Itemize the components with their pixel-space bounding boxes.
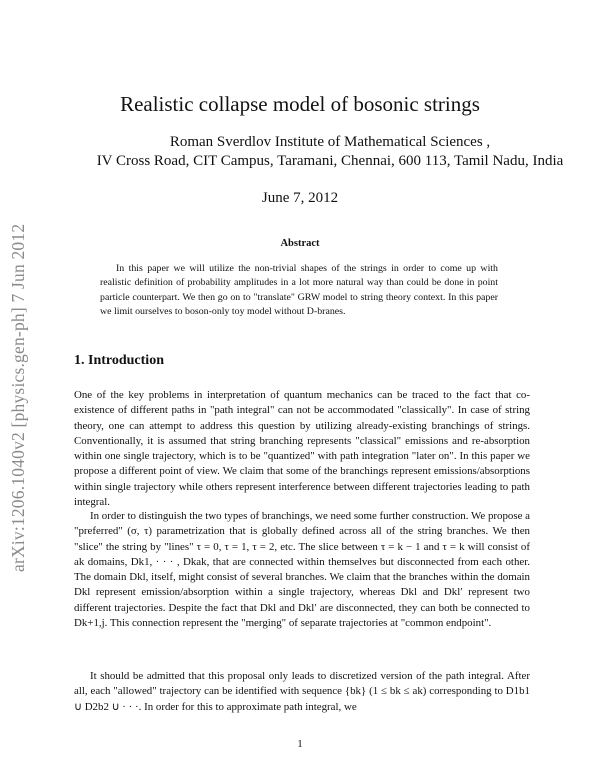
- paper-title: Realistic collapse model of bosonic strings: [120, 92, 480, 116]
- body-paragraph-3: It should be admitted that this proposal only leads to discretized version of the path integral. After all, each "allowed" trajectory can be identified with sequence {bk} (1 ≤ bk ≤ ak) corresponding to D1b1 ∪ D2b2 ∪ · · ·. In order for this to approximate path integral, we: [74, 670, 530, 713]
- abstract-heading: Abstract: [280, 238, 320, 249]
- paper-date: June 7, 2012: [261, 190, 339, 206]
- body-paragraph-2: In order to distinguish the two types of branchings, we need some further construction. We propose a "preferred" (σ, τ) parametrization that is globally defined across all of the string branches. We then "slice" the string by "lines" τ = 0, τ = 1, τ = 2, etc. The slice between τ = k − 1 and τ = k will consist of ak domains, Dk1, · · · , Dkak, that are connected within themselves but disconnected from each other. The domain Dkl, itself, might consist of several branches. We claim that the branches within the domain Dkl represent emission/absorption within a single trajectory, whereas Dkl and Dkl′ represent two different trajectories. Despite the fact that Dkl and Dkl′ are disconnected, they can both be connected to Dk+1,j. This connection represent the "merging" of separate trajectories at "common endpoint".: [74, 510, 530, 630]
- affiliation-line: IV Cross Road, CIT Campus, Taramani, Chennai, 600 113, Tamil Nadu, India: [96, 153, 564, 169]
- body-paragraph-1: One of the key problems in interpretation of quantum mechanics can be traced to the fact that co-existence of different paths in "path integral" can not be accommodated "classically". In case of string theory, one can attempt to address this question by utilizing already-existing branchings of strings. Conventionally, it is assumed that string branching represents "classical" emissions and re-absorption within one single trajectory, which is to be "quantized" with path integration "later on". In this paper we propose a different point of view. We claim that some of the branchings represent emissions/absorptions within single trajectory while others represent interference between different trajectories leading to path integral.: [74, 389, 530, 509]
- author-line: Roman Sverdlov Institute of Mathematical Sciences ,: [169, 134, 491, 150]
- abstract-text: In this paper we will utilize the non-trivial shapes of the strings in order to come up with realistic definition of probability amplitudes in a lot more natural way than could be done in point particle counterpart. We then go on to "translate" GRW model to string theory context. In this paper we limit ourselves to boson-only toy model without D-branes.: [100, 263, 498, 318]
- page-number: 1: [297, 738, 303, 750]
- arxiv-sidebar-stamp: arXiv:1206.1040v2 [physics.gen-ph] 7 Jun 2012: [8, 223, 28, 572]
- section-heading: 1. Introduction: [74, 353, 164, 368]
